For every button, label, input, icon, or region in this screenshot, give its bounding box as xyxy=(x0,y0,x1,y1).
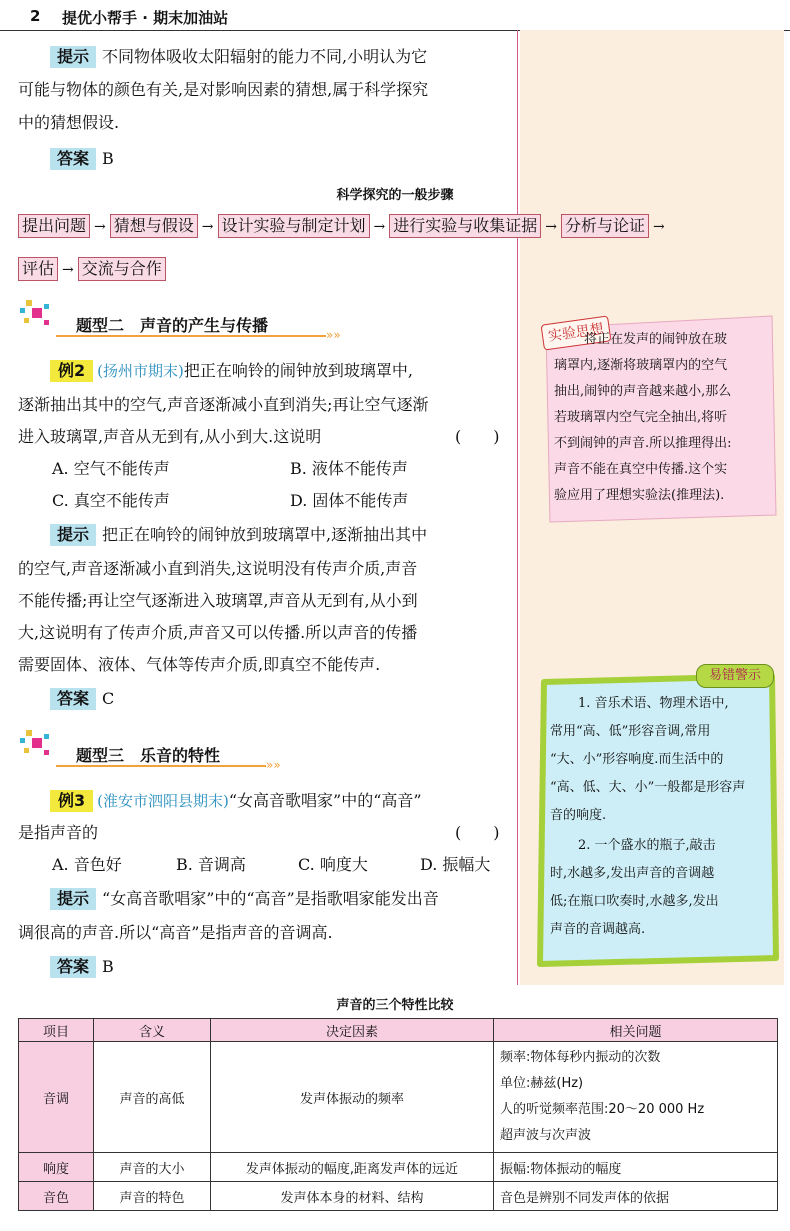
header-title: 提优小帮手 · 期末加油站 xyxy=(62,9,229,27)
q2-answer xyxy=(50,686,114,712)
answer-label: 答案 xyxy=(50,148,96,170)
note-line: 验应用了理想实验法(推理法). xyxy=(554,488,725,503)
step-4: 进行实验与收集证据 xyxy=(389,214,541,238)
row-item: 音调 xyxy=(19,1042,94,1153)
answer-value: C xyxy=(102,689,115,708)
top-answer xyxy=(50,146,114,172)
answer-value: B xyxy=(102,957,114,976)
q2-option-a: A. 空气不能传声 xyxy=(52,459,170,478)
row-meaning: 声音的大小 xyxy=(94,1153,211,1182)
row-item: 音色 xyxy=(19,1182,94,1211)
section-squares-icon xyxy=(18,298,54,330)
row-factor: 发声体本身的材料、结构 xyxy=(211,1182,494,1211)
step-6: 评估 xyxy=(18,257,58,281)
hint-label: 提示 xyxy=(50,46,96,68)
answer-paren: ( ) xyxy=(455,823,500,842)
stem-text: 把正在响铃的闹钟放到玻璃罩中, xyxy=(183,361,413,380)
steps-title: 科学探究的一般步骤 xyxy=(336,188,454,203)
note-line: 2. 一个盛水的瓶子,敲击 xyxy=(578,838,716,853)
q2-option-d: D. 固体不能传声 xyxy=(290,491,409,510)
related-line: 单位:赫兹(Hz) xyxy=(500,1076,584,1091)
page-header xyxy=(0,0,790,31)
note-line: 将正在发声的闹钟放在玻 xyxy=(584,332,728,347)
chevrons-icon: »» xyxy=(326,328,341,342)
answer-label: 答案 xyxy=(50,956,96,978)
note-line: 声音不能在真空中传播.这个实 xyxy=(554,462,728,477)
hint-label: 提示 xyxy=(50,888,96,910)
column-header: 含义 xyxy=(94,1019,211,1042)
note-line: “大、小”形容响度.而生活中的 xyxy=(550,752,724,767)
q3-option-d: D. 振幅大 xyxy=(420,855,491,874)
section-underline xyxy=(56,335,326,337)
related-line: 超声波与次声波 xyxy=(500,1128,592,1143)
related-line: 频率:物体每秒内振动的次数 xyxy=(500,1050,661,1065)
note-tag: 易错警示 xyxy=(696,664,774,688)
step-7: 交流与合作 xyxy=(78,257,166,281)
hint-text: 把正在响铃的闹钟放到玻璃罩中,逐渐抽出其中 xyxy=(102,525,428,544)
example-source: (扬州市期末) xyxy=(97,362,184,380)
row-meaning: 声音的高低 xyxy=(94,1042,211,1153)
q2-hint-line3: 不能传播;再让空气逐渐进入玻璃罩,声音从无到有,从小到 xyxy=(18,591,418,610)
column-header: 相关问题 xyxy=(494,1019,778,1042)
note-line: 常用“高、低”形容音调,常用 xyxy=(550,724,711,739)
q3-stem-line2 xyxy=(18,818,518,848)
row-factor: 发声体振动的幅度,距离发声体的远近 xyxy=(211,1153,494,1182)
q2-stem-line3 xyxy=(18,422,518,452)
section-squares-icon xyxy=(18,728,54,760)
q2-hint-line2: 的空气,声音逐渐减小直到消失,这说明没有传声介质,声音 xyxy=(18,559,418,578)
question-type-3-title: 题型三 乐音的特性 xyxy=(76,746,221,765)
section-underline xyxy=(56,765,266,767)
top-hint-line3: 中的猜想假设. xyxy=(18,113,120,132)
step-5: 分析与论证 xyxy=(561,214,649,238)
q3-option-b: B. 音调高 xyxy=(176,855,246,874)
top-hint-line2: 可能与物体的颜色有关,是对影响因素的猜想,属于科学探究 xyxy=(18,80,429,99)
example-label: 例2 xyxy=(50,360,93,382)
note-line: 璃罩内,逐渐将玻璃罩内的空气 xyxy=(554,358,728,373)
note-line: 时,水越多,发出声音的音调越 xyxy=(550,866,715,881)
row-meaning: 声音的特色 xyxy=(94,1182,211,1211)
row-related xyxy=(494,1042,778,1153)
answer-paren: ( ) xyxy=(455,427,500,446)
table-header-row xyxy=(19,1019,778,1042)
note-line: 抽出,闹钟的声音越来越小,那么 xyxy=(554,384,732,399)
note-line: 音的响度. xyxy=(550,808,607,823)
hint-label: 提示 xyxy=(50,524,96,546)
related-line: 人的听觉频率范围:20～20 000 Hz xyxy=(500,1102,705,1117)
answer-value: B xyxy=(102,149,114,168)
q2-option-b: B. 液体不能传声 xyxy=(290,459,408,478)
q3-option-a: A. 音色好 xyxy=(52,855,122,874)
row-related: 音色是辨别不同发声体的依据 xyxy=(494,1182,778,1211)
question-type-2-title: 题型二 声音的产生与传播 xyxy=(76,316,269,335)
side-note-warning xyxy=(534,668,780,970)
hint-text: “女高音歌唱家”中的“高音”是指歌唱家能发出音 xyxy=(102,889,439,908)
note-line: 声音的音调越高. xyxy=(550,922,646,937)
q2-stem-line2: 逐渐抽出其中的空气,声音逐渐减小直到消失;再让空气逐渐 xyxy=(18,395,429,414)
step-2: 猜想与假设 xyxy=(110,214,198,238)
arrow-icon: → xyxy=(201,219,214,235)
side-note-experiment xyxy=(540,310,778,525)
top-hint xyxy=(50,42,515,72)
example-label: 例3 xyxy=(50,790,93,812)
arrow-icon: → xyxy=(62,262,74,278)
column-header: 项目 xyxy=(19,1019,94,1042)
table-row xyxy=(19,1042,778,1153)
arrow-icon: → xyxy=(373,219,386,235)
step-1: 提出问题 xyxy=(18,214,90,238)
q2-hint-line4: 大,这说明有了传声介质,声音又可以传播.所以声音的传播 xyxy=(18,623,418,642)
answer-label: 答案 xyxy=(50,688,96,710)
table-row xyxy=(19,1182,778,1211)
arrow-icon: → xyxy=(94,219,106,235)
note-line: 低;在瓶口吹奏时,水越多,发出 xyxy=(550,894,719,909)
q2-option-c: C. 真空不能传声 xyxy=(52,491,170,510)
table-row xyxy=(19,1153,778,1182)
q2-hint-line1 xyxy=(50,520,518,550)
chevrons-icon: »» xyxy=(266,758,281,772)
q3-hint-line1 xyxy=(50,884,518,914)
note-line: 1. 音乐术语、物理术语中, xyxy=(578,696,729,711)
row-related: 振幅:物体振动的幅度 xyxy=(494,1153,778,1182)
q3-option-c: C. 响度大 xyxy=(298,855,368,874)
note-tag: 实验思想 xyxy=(541,315,612,350)
row-item: 响度 xyxy=(19,1153,94,1182)
note-line: 不到闹钟的声音.所以推理得出: xyxy=(554,436,732,451)
steps-row-2 xyxy=(18,257,166,281)
step-3: 设计实验与制定计划 xyxy=(218,214,370,238)
note-line: 若玻璃罩内空气完全抽出,将听 xyxy=(554,410,728,425)
table-title: 声音的三个特性比较 xyxy=(336,998,454,1013)
note-line: “高、低、大、小”一般都是形容声 xyxy=(550,780,746,795)
stem-text: 是指声音的 xyxy=(18,823,99,842)
hint-text: 不同物体吸收太阳辐射的能力不同,小明认为它 xyxy=(102,47,428,66)
q3-hint-line2: 调很高的声音.所以“高音”是指声音的音调高. xyxy=(18,923,333,942)
example-source: (淮安市泗阳县期末) xyxy=(97,792,229,810)
q3-stem-line1 xyxy=(50,786,518,816)
arrow-icon: → xyxy=(653,219,665,235)
stem-text: “女高音歌唱家”中的“高音” xyxy=(228,791,422,810)
comparison-table xyxy=(18,1018,778,1211)
q2-stem-line1 xyxy=(50,356,518,386)
row-factor: 发声体振动的频率 xyxy=(211,1042,494,1153)
column-header: 决定因素 xyxy=(211,1019,494,1042)
q3-answer xyxy=(50,954,114,980)
stem-text: 进入玻璃罩,声音从无到有,从小到大.这说明 xyxy=(18,427,322,446)
page-number: 2 xyxy=(30,7,41,25)
arrow-icon: → xyxy=(545,219,557,235)
q2-hint-line5: 需要固体、液体、气体等传声介质,即真空不能传声. xyxy=(18,655,381,674)
steps-row-1 xyxy=(18,214,788,238)
